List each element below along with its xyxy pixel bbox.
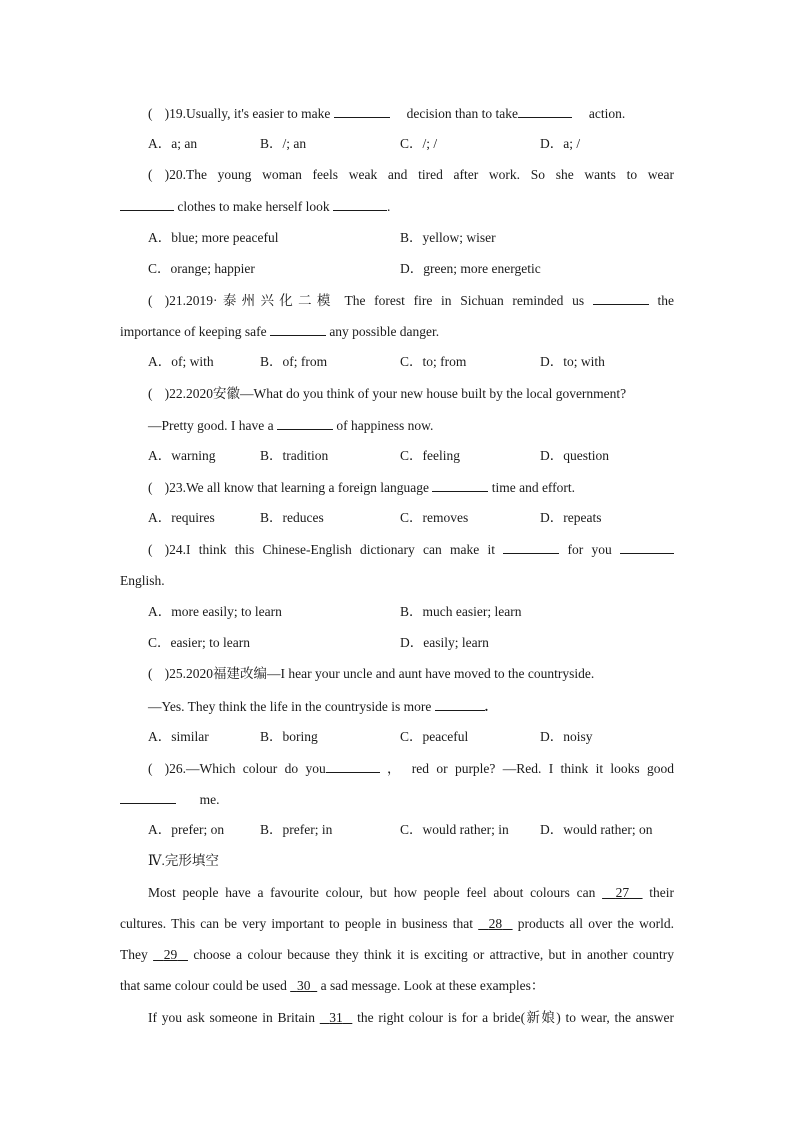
answer-paren[interactable]: ( )21.: [148, 293, 186, 308]
option-a[interactable]: A．of; with: [148, 354, 214, 369]
option-d[interactable]: D．easily; learn: [400, 635, 489, 650]
option-d[interactable]: D．a; /: [540, 136, 581, 151]
option-a[interactable]: A．blue; more peaceful: [148, 230, 279, 245]
answer-blank[interactable]: [435, 697, 485, 711]
answer-blank[interactable]: [333, 197, 387, 211]
option-b[interactable]: B．of; from: [260, 354, 328, 369]
option-d[interactable]: D．would rather; on: [540, 822, 653, 837]
passage-line-1: Most people have a favourite colour, but how people feel about colours can 27 their: [148, 885, 675, 900]
question-25: ( )25. 2020福建改编—I hear your uncle and aunt have moved to the countryside.: [148, 666, 595, 681]
blank-31[interactable]: 31: [329, 1010, 343, 1025]
option-c[interactable]: C．to; from: [400, 354, 467, 369]
question-source: 2020安徽: [186, 386, 240, 401]
options-20-row1: [148, 229, 678, 247]
option-c[interactable]: C．peaceful: [400, 729, 469, 744]
question-source: 2019·泰州兴化二模: [186, 293, 336, 308]
option-b[interactable]: B．yellow; wiser: [400, 230, 496, 245]
options-25: [148, 728, 678, 746]
answer-paren[interactable]: ( )19.: [148, 106, 186, 121]
option-b[interactable]: B．prefer; in: [260, 822, 333, 837]
option-b[interactable]: B．reduces: [260, 510, 324, 525]
option-d[interactable]: D．noisy: [540, 729, 593, 744]
option-c[interactable]: C．orange; happier: [148, 261, 255, 276]
question-22: ( )22. 2020安徽—What do you think of your new house built by the local government?: [148, 386, 627, 401]
answer-blank[interactable]: [326, 759, 380, 773]
section-title: Ⅳ.完形填空: [148, 853, 219, 868]
options-24-row2: [148, 634, 678, 652]
answer-blank[interactable]: [593, 291, 649, 305]
answer-paren[interactable]: ( )20.: [148, 167, 186, 182]
blank-27[interactable]: 27: [615, 885, 630, 900]
question-26-cont: me.: [120, 790, 674, 809]
options-22: [148, 447, 678, 465]
answer-blank[interactable]: [432, 478, 488, 492]
answer-paren[interactable]: ( )22.: [148, 386, 186, 401]
option-d[interactable]: D．to; with: [540, 354, 605, 369]
question-26: ( )26. —Which colour do you ， red or purple? —Red. I think it looks good: [148, 761, 674, 776]
options-21: [148, 353, 678, 371]
answer-paren[interactable]: ( )25.: [148, 666, 186, 681]
option-c[interactable]: C．feeling: [400, 448, 460, 463]
passage-line-2: cultures. This can be very important to people in business that 28 products all over the world.: [120, 916, 675, 931]
option-a[interactable]: A．prefer; on: [148, 822, 225, 837]
question-19: ( )19. Usually, it's easier to make decision than to take action.: [148, 106, 626, 121]
options-26: [148, 821, 678, 839]
option-c[interactable]: C．would rather; in: [400, 822, 509, 837]
options-23: [148, 509, 678, 527]
question-25-cont: —Yes. They think the life in the countryside is more .: [148, 699, 489, 714]
blank-28[interactable]: 28: [488, 916, 503, 931]
question-22-cont: —Pretty good. I have a of happiness now.: [148, 418, 434, 433]
answer-paren[interactable]: ( )26.: [148, 761, 186, 776]
option-b[interactable]: B．much easier; learn: [400, 604, 522, 619]
passage-line-3: They 29 choose a colour because they think it is exciting or attractive, but in another country: [120, 947, 675, 962]
question-21: ( )21. 2019·泰州兴化二模 The forest fire in Sichuan reminded us the: [148, 293, 674, 308]
options-19: [148, 135, 678, 153]
option-a[interactable]: A．requires: [148, 510, 215, 525]
question-24: ( )24. I think this Chinese-English dictionary can make it for you: [148, 540, 674, 559]
answer-blank[interactable]: [277, 416, 333, 430]
question-20: ( )20. The young woman feels weak and tired after work. So she wants to wear: [148, 167, 674, 182]
answer-blank[interactable]: [334, 104, 390, 118]
option-a[interactable]: A．similar: [148, 729, 209, 744]
passage-line-4: that same colour could be used 30 a sad message. Look at these examples：: [120, 978, 545, 993]
answer-paren[interactable]: ( )24.: [148, 542, 186, 557]
option-a[interactable]: A．a; an: [148, 136, 198, 151]
option-b[interactable]: B．tradition: [260, 448, 329, 463]
passage-line-5: If you ask someone in Britain 31 the right colour is for a bride(新娘) to wear, the answer: [148, 1010, 675, 1025]
blank-29[interactable]: 29: [163, 947, 178, 962]
answer-paren[interactable]: ( )23.: [148, 480, 186, 495]
question-24-cont: English.: [120, 573, 165, 588]
options-20-row2: [148, 260, 678, 278]
blank-30[interactable]: 30: [296, 978, 311, 993]
answer-blank[interactable]: [518, 104, 572, 118]
question-23: ( )23. We all know that learning a foreign language time and effort.: [148, 480, 576, 495]
option-d[interactable]: D．repeats: [540, 510, 602, 525]
answer-blank[interactable]: [270, 322, 326, 336]
option-d[interactable]: D．green; more energetic: [400, 261, 541, 276]
option-c[interactable]: C．easier; to learn: [148, 635, 250, 650]
option-a[interactable]: A．more easily; to learn: [148, 604, 282, 619]
option-d[interactable]: D．question: [540, 448, 609, 463]
answer-blank[interactable]: [120, 197, 174, 211]
answer-blank[interactable]: [120, 790, 176, 804]
question-20-cont: clothes to make herself look .: [120, 197, 674, 216]
option-a[interactable]: A．warning: [148, 448, 216, 463]
option-c[interactable]: C．/; /: [400, 136, 438, 151]
option-c[interactable]: C．removes: [400, 510, 469, 525]
question-21-cont: importance of keeping safe any possible danger.: [120, 324, 440, 339]
option-b[interactable]: B．boring: [260, 729, 318, 744]
question-source: 2020福建改编: [186, 666, 267, 681]
option-b[interactable]: B．/; an: [260, 136, 307, 151]
answer-blank[interactable]: [503, 540, 559, 554]
options-24-row1: [148, 603, 678, 621]
answer-blank[interactable]: [620, 540, 674, 554]
